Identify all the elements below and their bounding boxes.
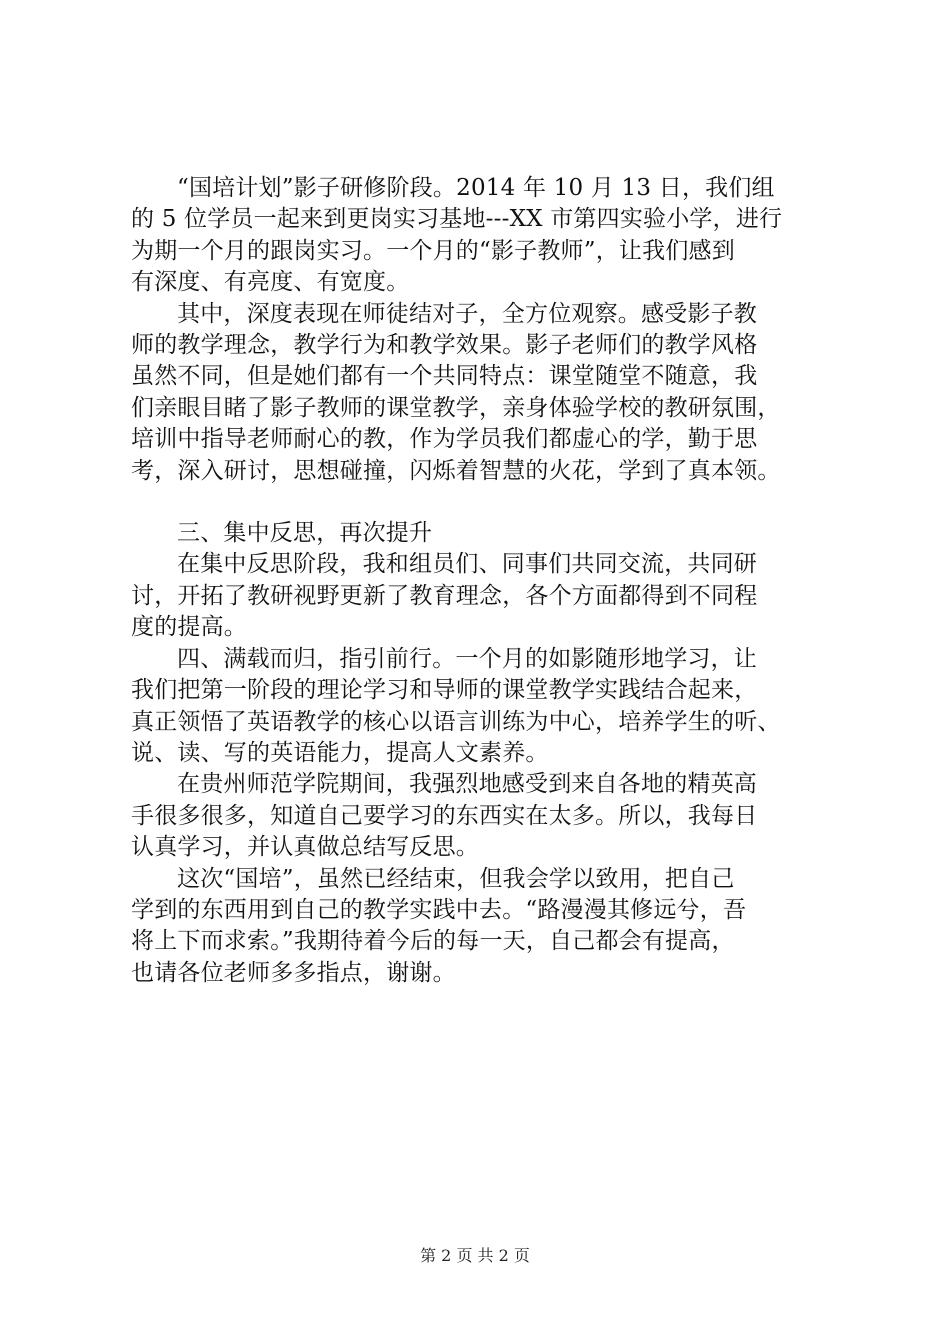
text-line: 手很多很多，知道自己要学习的东西实在太多。所以，我每日 (131, 802, 758, 829)
text-line: 认真学习，并认真做总结写反思。 (131, 834, 479, 861)
text-line: 真正领悟了英语教学的核心以语言训练为中心，培养学生的听、 (131, 708, 781, 735)
text-line: 说、读、写的英语能力，提高人文素养。 (131, 739, 549, 766)
text-line: 们亲眼目睹了影子教师的课堂教学，亲身体验学校的教研氛围， (131, 394, 781, 421)
page-footer: 第 2 页 共 2 页 (420, 1246, 530, 1265)
text-line: 虽然不同，但是她们都有一个共同特点：课堂随堂不随意，我 (131, 363, 758, 390)
text-line: 四、满载而归，指引前行。一个月的如影随形地学习，让 (177, 645, 757, 672)
text-line: 学到的东西用到自己的教学实践中去。“路漫漫其修远兮，吾 (131, 896, 747, 923)
text-line: 有深度、有亮度、有宽度。 (131, 269, 410, 296)
paragraph-shadow-training (131, 173, 843, 299)
text-line: 度的提高。 (131, 614, 247, 641)
paragraph-conclusion (131, 864, 843, 990)
text-line: 师的教学理念，教学行为和教学效果。影子老师们的教学风格 (131, 332, 758, 359)
text-line: 在贵州师范学院期间，我强烈地感受到来自各地的精英高 (177, 771, 757, 798)
text-line: 其中，深度表现在师徒结对子，全方位观察。感受影子教 (177, 300, 757, 327)
text-line: 将上下而求索。”我期待着今后的每一天，自己都会有提高， (131, 928, 735, 955)
text-line: 考，深入研讨，思想碰撞，闪烁着智慧的火花，学到了真本领。 (131, 457, 781, 484)
paragraph-depth (131, 299, 843, 487)
text-line: 的 5 位学员一起来到更岗实习基地---XX 市第四实验小学，进行 (131, 206, 783, 233)
text-line: 我们把第一阶段的理论学习和导师的课堂教学实践结合起来， (131, 677, 758, 704)
text-line: 讨，开拓了教研视野更新了教育理念，各个方面都得到不同程 (131, 582, 758, 609)
paragraph-return (131, 644, 843, 770)
paragraph-reflection (131, 549, 843, 643)
text-line: “国培计划”影子研修阶段。2014 年 10 月 13 日，我们组 (177, 175, 775, 201)
text-line: 这次“国培”，虽然已经结束，但我会学以致用，把自己 (177, 865, 735, 892)
text-line: 三、集中反思，再次提升 (177, 520, 433, 547)
text-line: 培训中指导老师耐心的教，作为学员我们都虚心的学，勤于思 (131, 426, 758, 453)
text-line: 在集中反思阶段，我和组员们、同事们共同交流，共同研 (177, 551, 757, 578)
document-body (131, 173, 843, 989)
paragraph-gap (131, 487, 843, 518)
paragraph-guizhou (131, 769, 843, 863)
section-heading-reflection (131, 518, 843, 549)
text-line: 也请各位老师多多指点，谢谢。 (131, 959, 456, 986)
text-line: 为期一个月的跟岗实习。一个月的“影子教师”，让我们感到 (131, 237, 735, 264)
